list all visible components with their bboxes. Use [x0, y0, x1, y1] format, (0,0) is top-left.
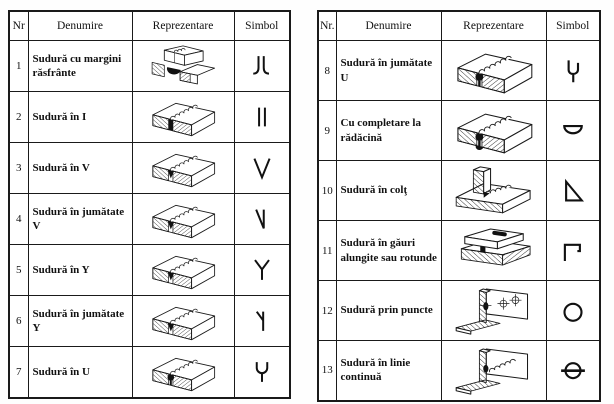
half-u-weld-symbol-icon [558, 56, 588, 86]
half-v-weld-symbol-icon [248, 205, 276, 233]
table-row [318, 221, 600, 281]
row-number: 1 [9, 41, 28, 92]
illustration-ref [456, 289, 527, 334]
weld-name: Sudură în jumătate U [336, 41, 441, 101]
col-header-reprezentare: Reprezentare [441, 11, 546, 41]
weld-name: Sudură în V [28, 143, 132, 194]
v-weld-symbol-icon [248, 154, 276, 182]
weld-symbol [234, 41, 290, 92]
welding-symbols-table-left [8, 10, 291, 399]
table-row [9, 347, 290, 398]
weld-illustration [441, 161, 546, 221]
weld-illustration [132, 92, 234, 143]
weld-name: Sudură în colţ [336, 161, 441, 221]
fillet-weld-illustration [446, 163, 542, 218]
symbol-ref [564, 126, 582, 133]
spot-weld-illustration [446, 283, 542, 338]
root-completion-weld-illustration [446, 103, 542, 158]
half-v-weld-illustration [139, 196, 227, 242]
continuous-seam-symbol-icon [558, 355, 588, 385]
col-header-denumire: Denumire [28, 11, 132, 41]
half-y-weld-symbol-icon [248, 307, 276, 335]
col-header-nr: Nr. [318, 11, 336, 41]
weld-name: Sudură în U [28, 347, 132, 398]
continuous-seam-weld-illustration [446, 343, 542, 398]
row-number: 7 [9, 347, 28, 398]
spot-weld-symbol-icon [558, 296, 588, 326]
weld-illustration [441, 41, 546, 101]
table-row [318, 281, 600, 341]
illustration-ref [461, 229, 530, 265]
row-number: 11 [318, 221, 336, 281]
weld-name: Sudură cu margini răsfrânte [28, 41, 132, 92]
table-row [9, 41, 290, 92]
weld-symbol [546, 221, 600, 281]
illustration-ref [153, 205, 215, 237]
illustration-ref [153, 103, 215, 135]
row-number: 6 [9, 296, 28, 347]
i-weld-symbol-icon [248, 103, 276, 131]
table-row [318, 161, 600, 221]
illustration-ref [153, 307, 215, 339]
weld-symbol [546, 161, 600, 221]
weld-illustration [441, 101, 546, 161]
weld-illustration [441, 281, 546, 341]
illustration-ref [153, 256, 215, 288]
weld-illustration [132, 194, 234, 245]
symbol-ref [564, 303, 581, 320]
root-completion-symbol-icon [558, 116, 588, 146]
symbol-ref [254, 159, 269, 178]
weld-name: Sudură în linie continuă [336, 341, 441, 401]
table-row [9, 143, 290, 194]
row-number: 8 [318, 41, 336, 101]
weld-illustration [132, 296, 234, 347]
illustration-ref [456, 349, 527, 394]
y-weld-symbol-icon [248, 256, 276, 284]
y-weld-illustration [139, 247, 227, 293]
table-row [318, 341, 600, 401]
weld-symbol [546, 281, 600, 341]
symbol-ref [256, 210, 264, 229]
header-row [318, 11, 600, 41]
v-weld-illustration [139, 145, 227, 191]
illustration-ref [457, 54, 531, 93]
half-u-weld-illustration [446, 43, 542, 98]
weld-name: Sudură în jumătate V [28, 194, 132, 245]
weld-illustration [132, 347, 234, 398]
illustration-ref [152, 46, 215, 84]
table-row [318, 101, 600, 161]
weld-illustration [132, 41, 234, 92]
i-weld-illustration [139, 94, 227, 140]
flanged-edge-symbol-icon [248, 52, 276, 80]
col-header-denumire: Denumire [336, 11, 441, 41]
weld-name: Sudură în găuri alungite sau rotunde [336, 221, 441, 281]
col-header-nr: Nr [9, 11, 28, 41]
col-header-simbol: Simbol [546, 11, 600, 41]
weld-symbol [546, 101, 600, 161]
fillet-weld-symbol-icon [558, 176, 588, 206]
row-number: 3 [9, 143, 28, 194]
table-row [9, 245, 290, 296]
symbol-ref [565, 244, 580, 260]
weld-symbol [234, 347, 290, 398]
half-y-weld-illustration [139, 298, 227, 344]
weld-name: Sudură în Y [28, 245, 132, 296]
symbol-ref [257, 362, 268, 382]
weld-illustration [132, 245, 234, 296]
weld-symbol [234, 194, 290, 245]
row-number: 12 [318, 281, 336, 341]
u-weld-symbol-icon [248, 358, 276, 386]
u-weld-illustration [139, 349, 227, 395]
weld-name: Sudură în jumătate Y [28, 296, 132, 347]
weld-name: Sudură prin puncte [336, 281, 441, 341]
row-number: 9 [318, 101, 336, 161]
welding-symbols-table-right [317, 10, 601, 402]
slot-weld-symbol-icon [558, 236, 588, 266]
illustration-ref [456, 167, 530, 213]
weld-illustration [132, 143, 234, 194]
illustration-ref [153, 358, 215, 390]
table-row [318, 41, 600, 101]
weld-symbol [234, 245, 290, 296]
symbol-ref [561, 363, 585, 378]
symbol-ref [253, 56, 269, 74]
weld-symbol [546, 341, 600, 401]
col-header-simbol: Simbol [234, 11, 290, 41]
weld-name: Cu completare la rădăcină [336, 101, 441, 161]
symbol-ref [255, 260, 269, 280]
weld-name: Sudură în I [28, 92, 132, 143]
row-number: 13 [318, 341, 336, 401]
symbol-ref [568, 60, 577, 82]
illustration-ref [457, 114, 531, 153]
weld-symbol [234, 296, 290, 347]
row-number: 10 [318, 161, 336, 221]
header-row [9, 11, 290, 41]
table-row [9, 92, 290, 143]
row-number: 4 [9, 194, 28, 245]
table-row [9, 194, 290, 245]
weld-illustration [441, 341, 546, 401]
illustration-ref [153, 154, 215, 186]
flanged-edge-weld-illustration [139, 43, 227, 89]
col-header-reprezentare: Reprezentare [132, 11, 234, 41]
weld-symbol [234, 143, 290, 194]
symbol-ref [566, 181, 582, 200]
weld-illustration [441, 221, 546, 281]
weld-symbol [546, 41, 600, 101]
weld-symbol [234, 92, 290, 143]
symbol-ref [257, 312, 263, 331]
table-row [9, 296, 290, 347]
row-number: 5 [9, 245, 28, 296]
symbol-ref [259, 108, 265, 127]
row-number: 2 [9, 92, 28, 143]
slot-weld-illustration [446, 223, 542, 278]
